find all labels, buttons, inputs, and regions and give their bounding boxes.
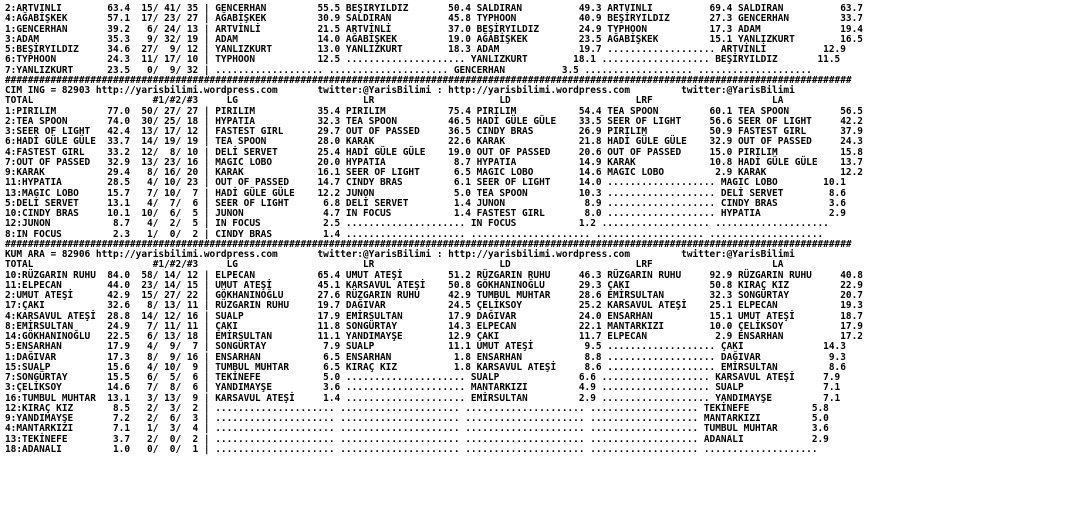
text-line: 6:HADİ GÜLE GÜLE 33.7 14/ 19/ 19 | TEA SPOON 28.0 KARAK 22.6 KARAK 21.8 HADİ GÜLE GÜLE 32.9 OUT OF PASSED 24.3 bbox=[5, 136, 863, 148]
text-line: 5:DELİ SERVET 13.1 4/ 7/ 6 | SEER OF LIGHT 6.8 DELİ SERVET 1.4 JUNON 8.9 ................... CINDY BRAS 3.6 bbox=[5, 197, 846, 209]
text-line: 4:AĞABİŞKEK 57.1 17/ 23/ 27 | AĞABİŞKEK 30.9 SALDIRAN 45.8 TYPHOON 40.9 BEŞİRYILDIZ 27.3 GENCERHAN 33.7 bbox=[5, 13, 863, 25]
text-line: 3:ÇELİKSOY 14.6 7/ 8/ 6 | YANDIMAYŞE 3.6 ..................... MANTARKIZI 4.9 ................... SUALP 7.1 bbox=[5, 382, 841, 394]
text-line: 2:TEA SPOON 74.0 30/ 25/ 18 | HYPATIA 32.3 TEA SPOON 46.5 HADİ GÜLE GÜLE 33.5 SEER OF LIGHT 56.6 SEER OF LIGHT 42.2 bbox=[5, 115, 863, 127]
section-separator: ##################################################################################################################################################### bbox=[5, 74, 852, 86]
text-line: 6:TYPHOON 24.3 11/ 17/ 10 | TYPHOON 12.5 ..................... YANLIZKURT 18.1 ................... BEŞİRYILDIZ 11.5 bbox=[5, 54, 841, 66]
text-line: 1:GENCERHAN 39.2 6/ 24/ 13 | ARTVİNLİ 21.5 ARTVİNLİ 37.0 BEŞİRYILDIZ 24.9 TYPHOON 17.3 ADAM 19.4 bbox=[5, 23, 863, 35]
text-line: 10:CINDY BRAS 10.1 10/ 6/ 5 | JUNON 4.7 IN FOCUS 1.4 FASTEST GIRL 8.0 ................... HYPATIA 2.9 bbox=[5, 208, 846, 219]
text-line: 13:MAGIC LOBO 15.7 7/ 10/ 7 | HADİ GÜLE GÜLE 12.2 JUNON 5.0 TEA SPOON 10.3 ................... DELİ SERVET 8.6 bbox=[5, 187, 846, 199]
text-line: 8:EMİRSULTAN 24.9 7/ 11/ 11 | ÇAKI 11.8 SONGÜRTAY 14.3 ELPECAN 22.1 MANTARKIZI 10.0 ÇELİKSOY 17.9 bbox=[5, 320, 863, 332]
text-line: 10:RÜZGARIN RUHU 84.0 58/ 14/ 12 | ELPECAN 65.4 UMUT ATEŞİ 51.2 RÜZGARIN RUHU 46.3 RÜZGARIN RUHU 92.9 RÜZGARIN RUHU 40.8 bbox=[5, 269, 863, 281]
text-line: 5:BEŞİRYILDIZ 34.6 27/ 9/ 12 | YANLIZKURT 13.0 YANLIZKURT 18.3 ADAM 19.7 ................... ARTVİNLİ 12.9 bbox=[5, 44, 846, 55]
text-line: TOTAL #1/#2/#3 LG LR LD LRF LA bbox=[5, 95, 784, 107]
text-line: 7:OUT OF PASSED 32.9 13/ 23/ 16 | MAGIC LOBO 20.0 HYPATIA 8.7 HYPATIA 14.9 KARAK 10.8 HADİ GÜLE GÜLE 13.7 bbox=[5, 156, 863, 168]
text-line: 12:JUNON 8.7 4/ 2/ 5 | IN FOCUS 2.5 ..................... IN FOCUS 1.2 ................... .................... bbox=[5, 218, 829, 230]
text-line: TOTAL #1/#2/#3 LG LR LD LRF LA bbox=[5, 259, 784, 271]
text-line: 4:MANTARKIZI 7.1 1/ 3/ 4 | ..................... ..................... ..................... ................... TUMBUL MUHTAR 3.6 bbox=[5, 423, 829, 435]
text-line: 9:KARAK 29.4 8/ 16/ 20 | KARAK 16.1 SEER OF LIGHT 6.5 MAGIC LOBO 14.6 MAGIC LOBO 2.9 KARAK 12.2 bbox=[5, 167, 863, 178]
text-line: 15:SUALP 15.6 4/ 10/ 9 | TUMBUL MUHTAR 6.5 KIRAÇ KIZ 1.8 KARSAVUL ATEŞİ 8.6 ................... EMİRSULTAN 8.6 bbox=[5, 361, 846, 373]
text-line: 4:KARSAVUL ATEŞİ 28.8 14/ 12/ 16 | SUALP 17.9 EMİRSULTAN 17.9 DAĞIVAR 24.0 ENSARHAN 15.1 UMUT ATEŞİ 18.7 bbox=[5, 310, 863, 322]
text-line: CIM ING = 82903 http://yarisbilimi.wordpress.com twitter:@YarisBilimi : http://yarisbilimi.wordpress.com twitter:@YarisBilimi bbox=[5, 85, 795, 96]
section-separator: ##################################################################################################################################################### bbox=[5, 238, 852, 250]
race-stats-document bbox=[5, 4, 1073, 502]
text-line: 9:YANDIMAYŞE 7.2 2/ 6/ 3 | ..................... ..................... ..................... ................... MANTARKIZI 5.0 bbox=[5, 413, 829, 424]
text-line: 4:FASTEST GIRL 33.2 12/ 8/ 10 | DELİ SERVET 25.4 HADİ GÜLE GÜLE 19.0 OUT OF PASSED 20.6 OUT OF PASSED 15.0 PIRILIM 15.8 bbox=[5, 146, 863, 158]
text-line: 7:SONGÜRTAY 15.5 6/ 5/ 6 | TEKİNEFE 5.0 ..................... SUALP 6.6 ................... KARSAVUL ATEŞİ 7.9 bbox=[5, 372, 841, 383]
text-line: 2:UMUT ATEŞİ 42.9 15/ 27/ 22 | GÖKHANINOĞLU 27.6 RÜZGARIN RUHU 42.9 TUMBUL MUHTAR 28.6 EMİRSULTAN 32.3 SONGÜRTAY 20.7 bbox=[5, 290, 863, 301]
text-line: 5:ENSARHAN 17.9 4/ 9/ 7 | SONGÜRTAY 7.9 SUALP 11.1 UMUT ATEŞİ 9.5 ................... ÇAKI 14.3 bbox=[5, 341, 846, 353]
text-line: 11:ELPECAN 44.0 23/ 14/ 15 | UMUT ATEŞİ 45.1 KARSAVUL ATEŞİ 50.8 GÖKHANINOĞLU 29.3 ÇAKI 50.8 KIRAÇ KIZ 22.9 bbox=[5, 279, 863, 291]
text-line: 17:ÇAKI 32.6 8/ 13/ 11 | RÜZGARIN RUHU 19.7 DAĞIVAR 24.5 ÇELİKSOY 25.2 KARSAVUL ATEŞİ 25.1 ELPECAN 19.3 bbox=[5, 300, 863, 312]
text-line: 18:ADANALI 1.0 0/ 0/ 1 | ..................... ..................... ..................... ................... .................... bbox=[5, 443, 818, 455]
text-line: 3:SEER OF LIGHT 42.4 13/ 17/ 12 | FASTEST GIRL 29.7 OUT OF PASSED 36.5 CINDY BRAS 26.9 PIRILIM 50.9 FASTEST GIRL 37.9 bbox=[5, 126, 863, 137]
text-line: 11:HYPATIA 28.5 4/ 10/ 23 | OUT OF PASSED 14.7 CINDY BRAS 6.1 SEER OF LIGHT 14.0 ................... MAGIC LOBO 10.1 bbox=[5, 177, 846, 189]
text-line: 13:TEKİNEFE 3.7 2/ 0/ 2 | ..................... ..................... ..................... ................... ADANALI 2.9 bbox=[5, 433, 829, 445]
text-line: 1:DAĞIVAR 17.3 8/ 9/ 16 | ENSARHAN 6.5 ENSARHAN 1.8 ENSARHAN 8.8 ................... DAĞIVAR 9.3 bbox=[5, 351, 846, 363]
text-line: KUM ARA = 82906 http://yarisbilimi.wordpress.com twitter:@YarisBilimi : http://yarisbilimi.wordpress.com twitter:@YarisBilimi bbox=[5, 249, 795, 260]
text-line: 1:PIRILIM 77.0 50/ 27/ 27 | PIRILIM 35.4 PIRILIM 75.4 PIRILIM 54.4 TEA SPOON 60.1 TEA SPOON 56.5 bbox=[5, 105, 863, 117]
text-line: 3:ADAM 35.3 9/ 32/ 19 | ADAM 14.0 AĞABİŞKEK 19.0 AĞABİŞKEK 23.5 AĞABİŞKEK 15.1 YANLIZKURT 16.5 bbox=[5, 33, 863, 45]
text-line: 14:GÖKHANINOĞLU 22.5 6/ 13/ 18 | EMİRSULTAN 11.1 YANDIMAYŞE 12.9 ÇAKI 11.7 ELPECAN 2.9 ENSARHAN 17.2 bbox=[5, 331, 863, 342]
text-line: 16:TUMBUL MUHTAR 13.1 3/ 13/ 9 | KARSAVUL ATEŞİ 1.4 ..................... EMİRSULTAN 2.9 ................... YANDIMAYŞE 7.1 bbox=[5, 392, 841, 404]
text-line: 12:KIRAÇ KIZ 8.5 2/ 3/ 2 | ..................... ..................... ..................... ................... TEKİNEFE 5.8 bbox=[5, 402, 829, 414]
text-line: 2:ARTVİNLİ 63.4 15/ 41/ 35 | GENCERHAN 55.5 BEŞİRYILDIZ 50.4 SALDIRAN 49.3 ARTVİNLİ 69.4 SALDIRAN 63.7 bbox=[5, 4, 863, 14]
text-line: 7:YANLIZKURT 23.5 0/ 9/ 32 | ................... ..................... GENCERHAN 3.5 ................... .................... bbox=[5, 64, 812, 76]
text-line: 8:IN FOCUS 2.3 1/ 0/ 2 | CINDY BRAS 1.4 ..................... ..................... ................... .................... bbox=[5, 228, 824, 240]
